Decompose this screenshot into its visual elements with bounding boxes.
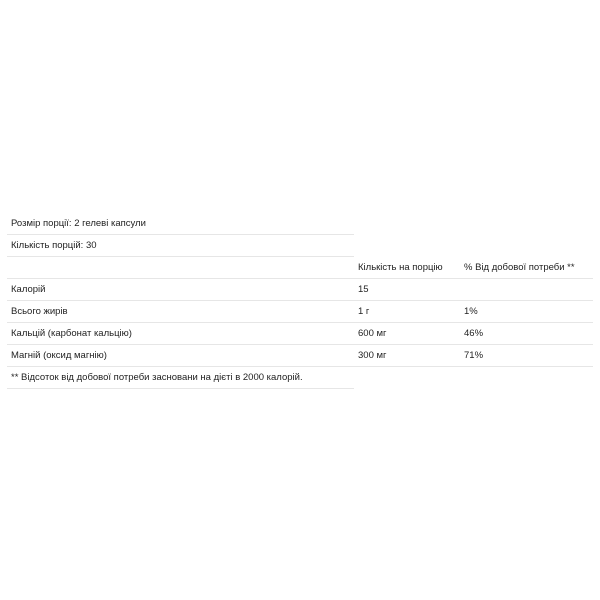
table-row: [7, 323, 593, 345]
table-row: [7, 345, 593, 367]
table-row: [7, 301, 593, 323]
serving-size-row: [7, 213, 354, 235]
header-daily-value: % Від добової потреби **: [464, 262, 575, 273]
table-header-row: [7, 257, 593, 279]
nutrition-facts-panel: [7, 213, 593, 389]
table-row: [7, 279, 593, 301]
nutrient-name: Магній (оксид магнію): [11, 350, 107, 361]
nutrient-name: Калорій: [11, 284, 46, 295]
nutrient-name: Всього жирів: [11, 306, 68, 317]
servings-count-row: [7, 235, 354, 257]
nutrient-amount: 15: [358, 284, 369, 295]
daily-value-footnote: ** Відсоток від добової потреби засновани на дієті в 2000 калорій.: [11, 372, 303, 383]
nutrient-amount: 300 мг: [358, 350, 387, 361]
nutrient-daily-value: 71%: [464, 350, 484, 361]
nutrient-amount: 600 мг: [358, 328, 387, 339]
nutrient-name: Кальцій (карбонат кальцію): [11, 328, 132, 339]
nutrient-daily-value: 1%: [464, 306, 478, 317]
nutrient-daily-value: 46%: [464, 328, 484, 339]
nutrient-amount: 1 г: [358, 306, 370, 317]
servings-count-label: Кількість порцій: 30: [11, 240, 97, 251]
daily-value-footnote-row: [7, 367, 354, 389]
header-amount-per-serving: Кількість на порцію: [358, 262, 443, 273]
serving-size-label: Розмір порції: 2 гелеві капсули: [11, 218, 146, 229]
